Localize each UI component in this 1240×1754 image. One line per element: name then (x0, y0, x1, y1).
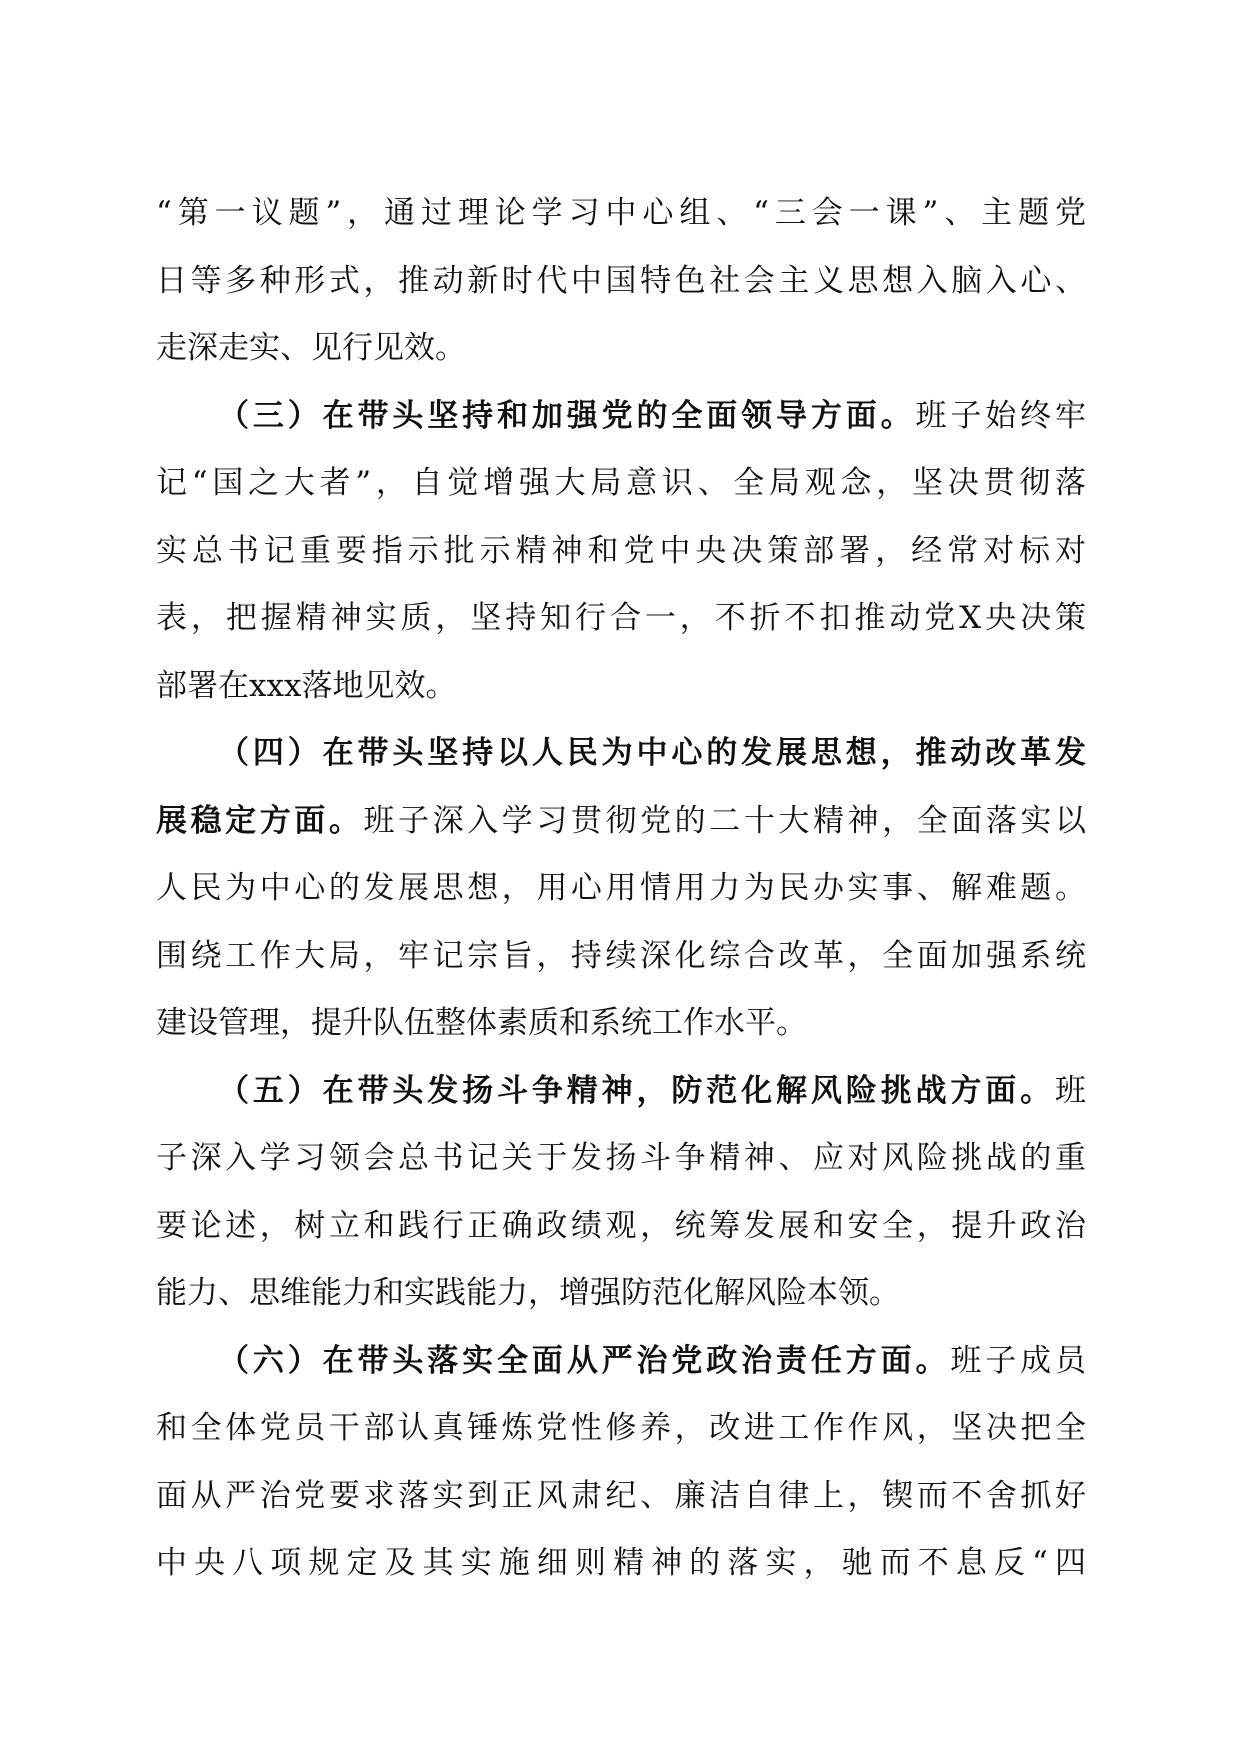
line-text: 子深入学习领会总书记关于发扬斗争精神、应对风险挑战的重 (156, 1140, 1086, 1176)
section-heading: （三）在带头坚持和加强党的全面领导方面。 (218, 397, 916, 434)
line-text: 围绕工作大局，牢记宗旨，持续深化综合改革，全面加强系统 (156, 937, 1086, 974)
line-text: 班 (1055, 1072, 1086, 1109)
text-line (156, 1463, 1086, 1531)
line-text: 人民为中心的发展思想，用心用情用力为民办实事、解难题。 (156, 870, 1086, 906)
text-line (156, 1530, 1086, 1598)
text-line (156, 1395, 1086, 1463)
line-text: “第一议题”，通过理论学习中心组、“三会一课”、主题党 (156, 195, 1086, 231)
line-text: 班子深入学习贯彻党的二十大精神，全面落实以 (363, 802, 1087, 839)
text-line (156, 1125, 1086, 1193)
line-text: 建设管理，提升队伍整体素质和系统工作水平。 (156, 1005, 807, 1041)
line-text: 记“国之大者”，自觉增强大局意识、全局观念，坚决贯彻落 (156, 465, 1086, 501)
line-text: 要论述，树立和践行正确政绩观，统筹发展和安全，提升政治 (156, 1207, 1086, 1244)
text-line (156, 990, 1086, 1058)
text-line (156, 1193, 1086, 1261)
line-text: 走深走实、见行见效。 (156, 330, 466, 366)
text-line (156, 383, 1086, 451)
text-line (156, 518, 1086, 586)
paragraph-section-three (156, 383, 1086, 721)
text-line (156, 450, 1086, 518)
section-heading: （六）在带头落实全面从严治党政治责任方面。 (218, 1342, 951, 1379)
line-text: 中央八项规定及其实施细则精神的落实，驰而不息反“四 (156, 1545, 1086, 1581)
paragraph-section-six (156, 1328, 1086, 1598)
text-line (156, 653, 1086, 721)
document-page (156, 180, 1086, 1598)
paragraph-section-four (156, 720, 1086, 1058)
text-line (156, 855, 1086, 923)
text-line (156, 1058, 1086, 1126)
text-line (156, 1328, 1086, 1396)
text-line (156, 1260, 1086, 1328)
line-text: 表，把握精神实质，坚持知行合一，不折不扣推动党X央决策 (156, 600, 1086, 636)
line-text: 班子成员 (950, 1342, 1086, 1379)
line-text: 部署在xxx落地见效。 (156, 667, 457, 704)
section-heading: （四）在带头坚持以人民为中心的发展思想，推动改革发 (218, 735, 1086, 771)
paragraph-section-five (156, 1058, 1086, 1328)
line-text: 班子始终牢 (915, 397, 1086, 434)
line-text: 和全体党员干部认真锤炼党性修养，改进工作作风，坚决把全 (156, 1410, 1086, 1446)
text-line (156, 788, 1086, 856)
line-text: 日等多种形式，推动新时代中国特色社会主义思想入脑入心、 (156, 262, 1086, 299)
line-text: 实总书记重要指示批示精神和党中央决策部署，经常对标对 (156, 532, 1086, 569)
text-line (156, 180, 1086, 248)
text-line (156, 923, 1086, 991)
text-line (156, 720, 1086, 788)
text-line (156, 585, 1086, 653)
text-line (156, 315, 1086, 383)
paragraph-first-topic (156, 180, 1086, 383)
section-heading: 展稳定方面。 (156, 802, 364, 839)
line-text: 面从严治党要求落实到正风肃纪、廉洁自律上，锲而不舍抓好 (156, 1477, 1086, 1514)
text-line (156, 248, 1086, 316)
line-text: 能力、思维能力和实践能力，增强防范化解风险本领。 (156, 1275, 900, 1311)
section-heading: （五）在带头发扬斗争精神，防范化解风险挑战方面。 (218, 1072, 1055, 1109)
